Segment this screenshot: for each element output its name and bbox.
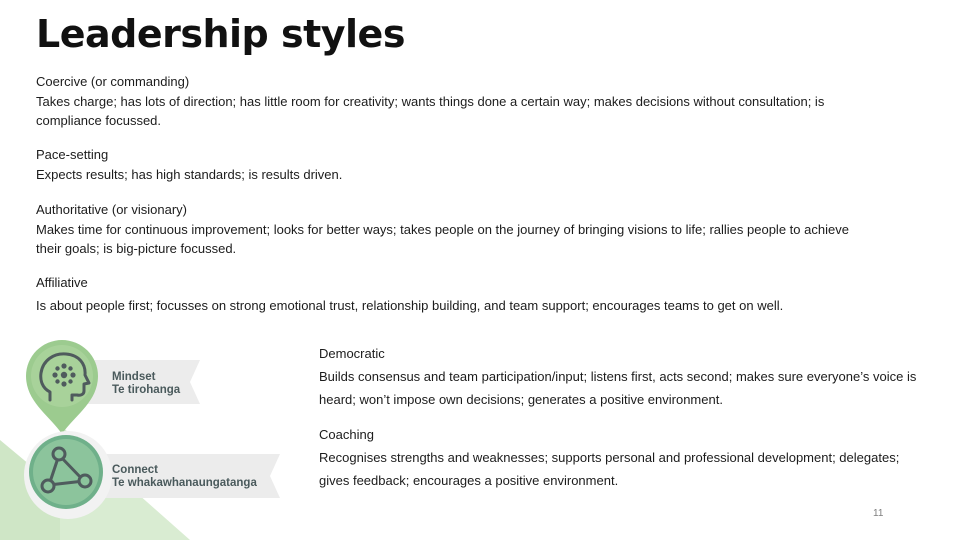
- style-pace-setting: [36, 145, 856, 184]
- style-description: Takes charge; has lots of direction; has little room for creativity; wants things done a certain way; makes decisions without consultation; is compliance focussed.: [36, 93, 825, 128]
- style-description: Builds consensus and team participation/input; listens first, acts second; makes sure everyone’s voice is heard; won’t impose own decisions; generates a positive environment.: [319, 369, 917, 407]
- mindset-label-en: Mindset: [112, 371, 156, 383]
- connect-label-mi: Te whakawhanaungatanga: [112, 477, 257, 489]
- mindset-label-mi: Te tirohanga: [112, 384, 181, 396]
- style-name: Authoritative (or visionary): [36, 202, 187, 217]
- style-description: Recognises strengths and weaknesses; supports personal and professional development; delegates; gives feedback; encourages a positive environment.: [319, 450, 900, 488]
- connect-label: [112, 464, 257, 490]
- mindset-label: [112, 371, 180, 397]
- page-number: 11: [873, 508, 884, 519]
- style-name: Coercive (or commanding): [36, 74, 190, 89]
- style-affiliative: [36, 272, 866, 317]
- connect-label-en: Connect: [112, 464, 158, 476]
- style-description: Expects results; has high standards; is results driven.: [36, 166, 343, 182]
- framework-graphic-svg: [0, 330, 300, 540]
- style-description: Is about people first; focusses on strong emotional trust, relationship building, and team support; encourages teams to get on well.: [36, 297, 784, 313]
- style-description: Makes time for continuous improvement; looks for better ways; takes people on the journey of bringing visions to life; rallies people to achieve their goals; is big-picture focussed.: [36, 221, 849, 256]
- style-coercive: [36, 72, 856, 131]
- style-name: Affiliative: [36, 275, 88, 290]
- style-name: Democratic: [319, 346, 385, 361]
- style-democratic: [319, 342, 919, 411]
- framework-graphic: [0, 330, 300, 540]
- style-coaching: [319, 423, 919, 492]
- style-name: Pace-setting: [36, 147, 109, 162]
- style-authoritative: [36, 200, 856, 259]
- style-name: Coaching: [319, 427, 374, 442]
- connect-circle-inner: [33, 439, 99, 505]
- page-title: Leadership styles: [36, 12, 405, 56]
